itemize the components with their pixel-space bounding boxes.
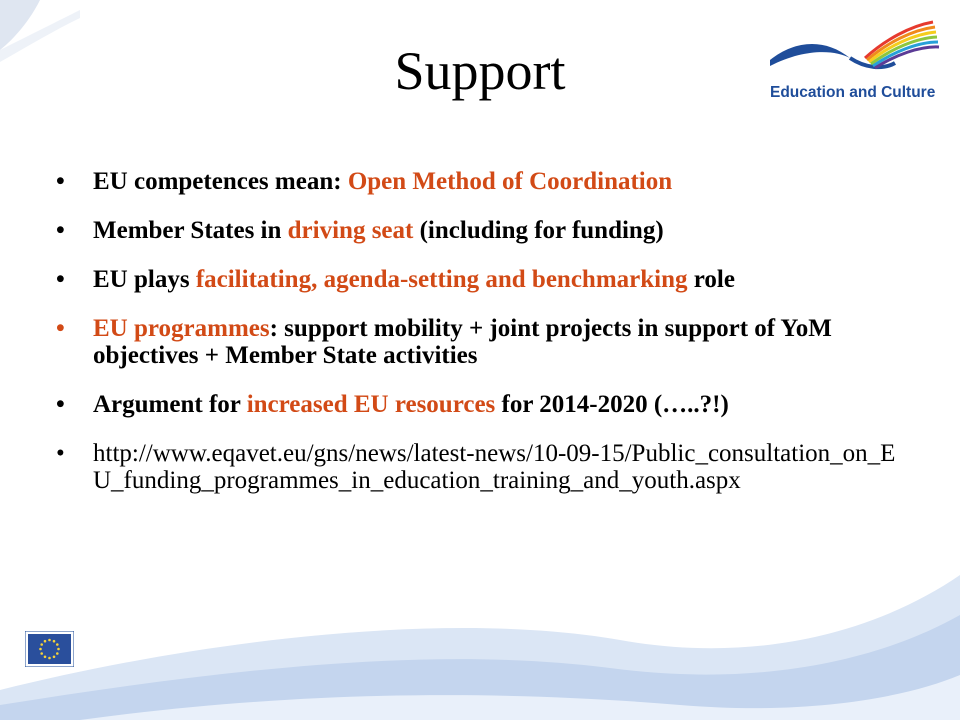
bullet-text: for 2014-2020 (…..?!) [495, 391, 729, 418]
bullet-list [56, 168, 906, 516]
bullet-text: Argument for [93, 391, 247, 418]
bullet-item [56, 168, 906, 195]
logo-text: Education and Culture [770, 84, 936, 101]
bullet-highlight: Open Method of Coordination [347, 168, 673, 195]
bullet-dot: • [56, 266, 65, 293]
eu-flag-icon [25, 631, 74, 667]
bullet-item [56, 266, 906, 293]
bullet-text: : support mobility + joint projects in support of YoM objectives + Member State activities [93, 315, 832, 369]
bullet-item [56, 391, 906, 418]
bullet-text: EU competences mean: [93, 168, 348, 195]
bullet-dot: • [56, 391, 65, 418]
bullet-item [56, 440, 906, 494]
bullet-highlight: facilitating, agenda-setting and benchmarking [195, 266, 688, 293]
bullet-dot: • [56, 168, 65, 195]
bullet-text: (including for funding) [413, 217, 664, 244]
bullet-highlight: driving seat [287, 217, 414, 244]
bullet-text: Member States in [93, 217, 288, 244]
bullet-item [56, 217, 906, 244]
bullet-highlight: increased EU resources [246, 391, 496, 418]
bullet-dot: • [56, 217, 65, 244]
bullet-dot: • [56, 315, 65, 342]
bullet-item [56, 315, 906, 369]
bullet-text: role [687, 266, 735, 293]
url-link[interactable]: http://www.eqavet.eu/gns/news/latest-news/10-09-15/Public_consultation_on_EU_funding_programmes_in_education_training_and_youth.aspx [93, 440, 896, 494]
bullet-highlight: EU programmes [93, 315, 270, 342]
slide-title: Support [394, 41, 566, 101]
bullet-dot: • [56, 440, 65, 467]
bullet-text: EU plays [93, 266, 196, 293]
